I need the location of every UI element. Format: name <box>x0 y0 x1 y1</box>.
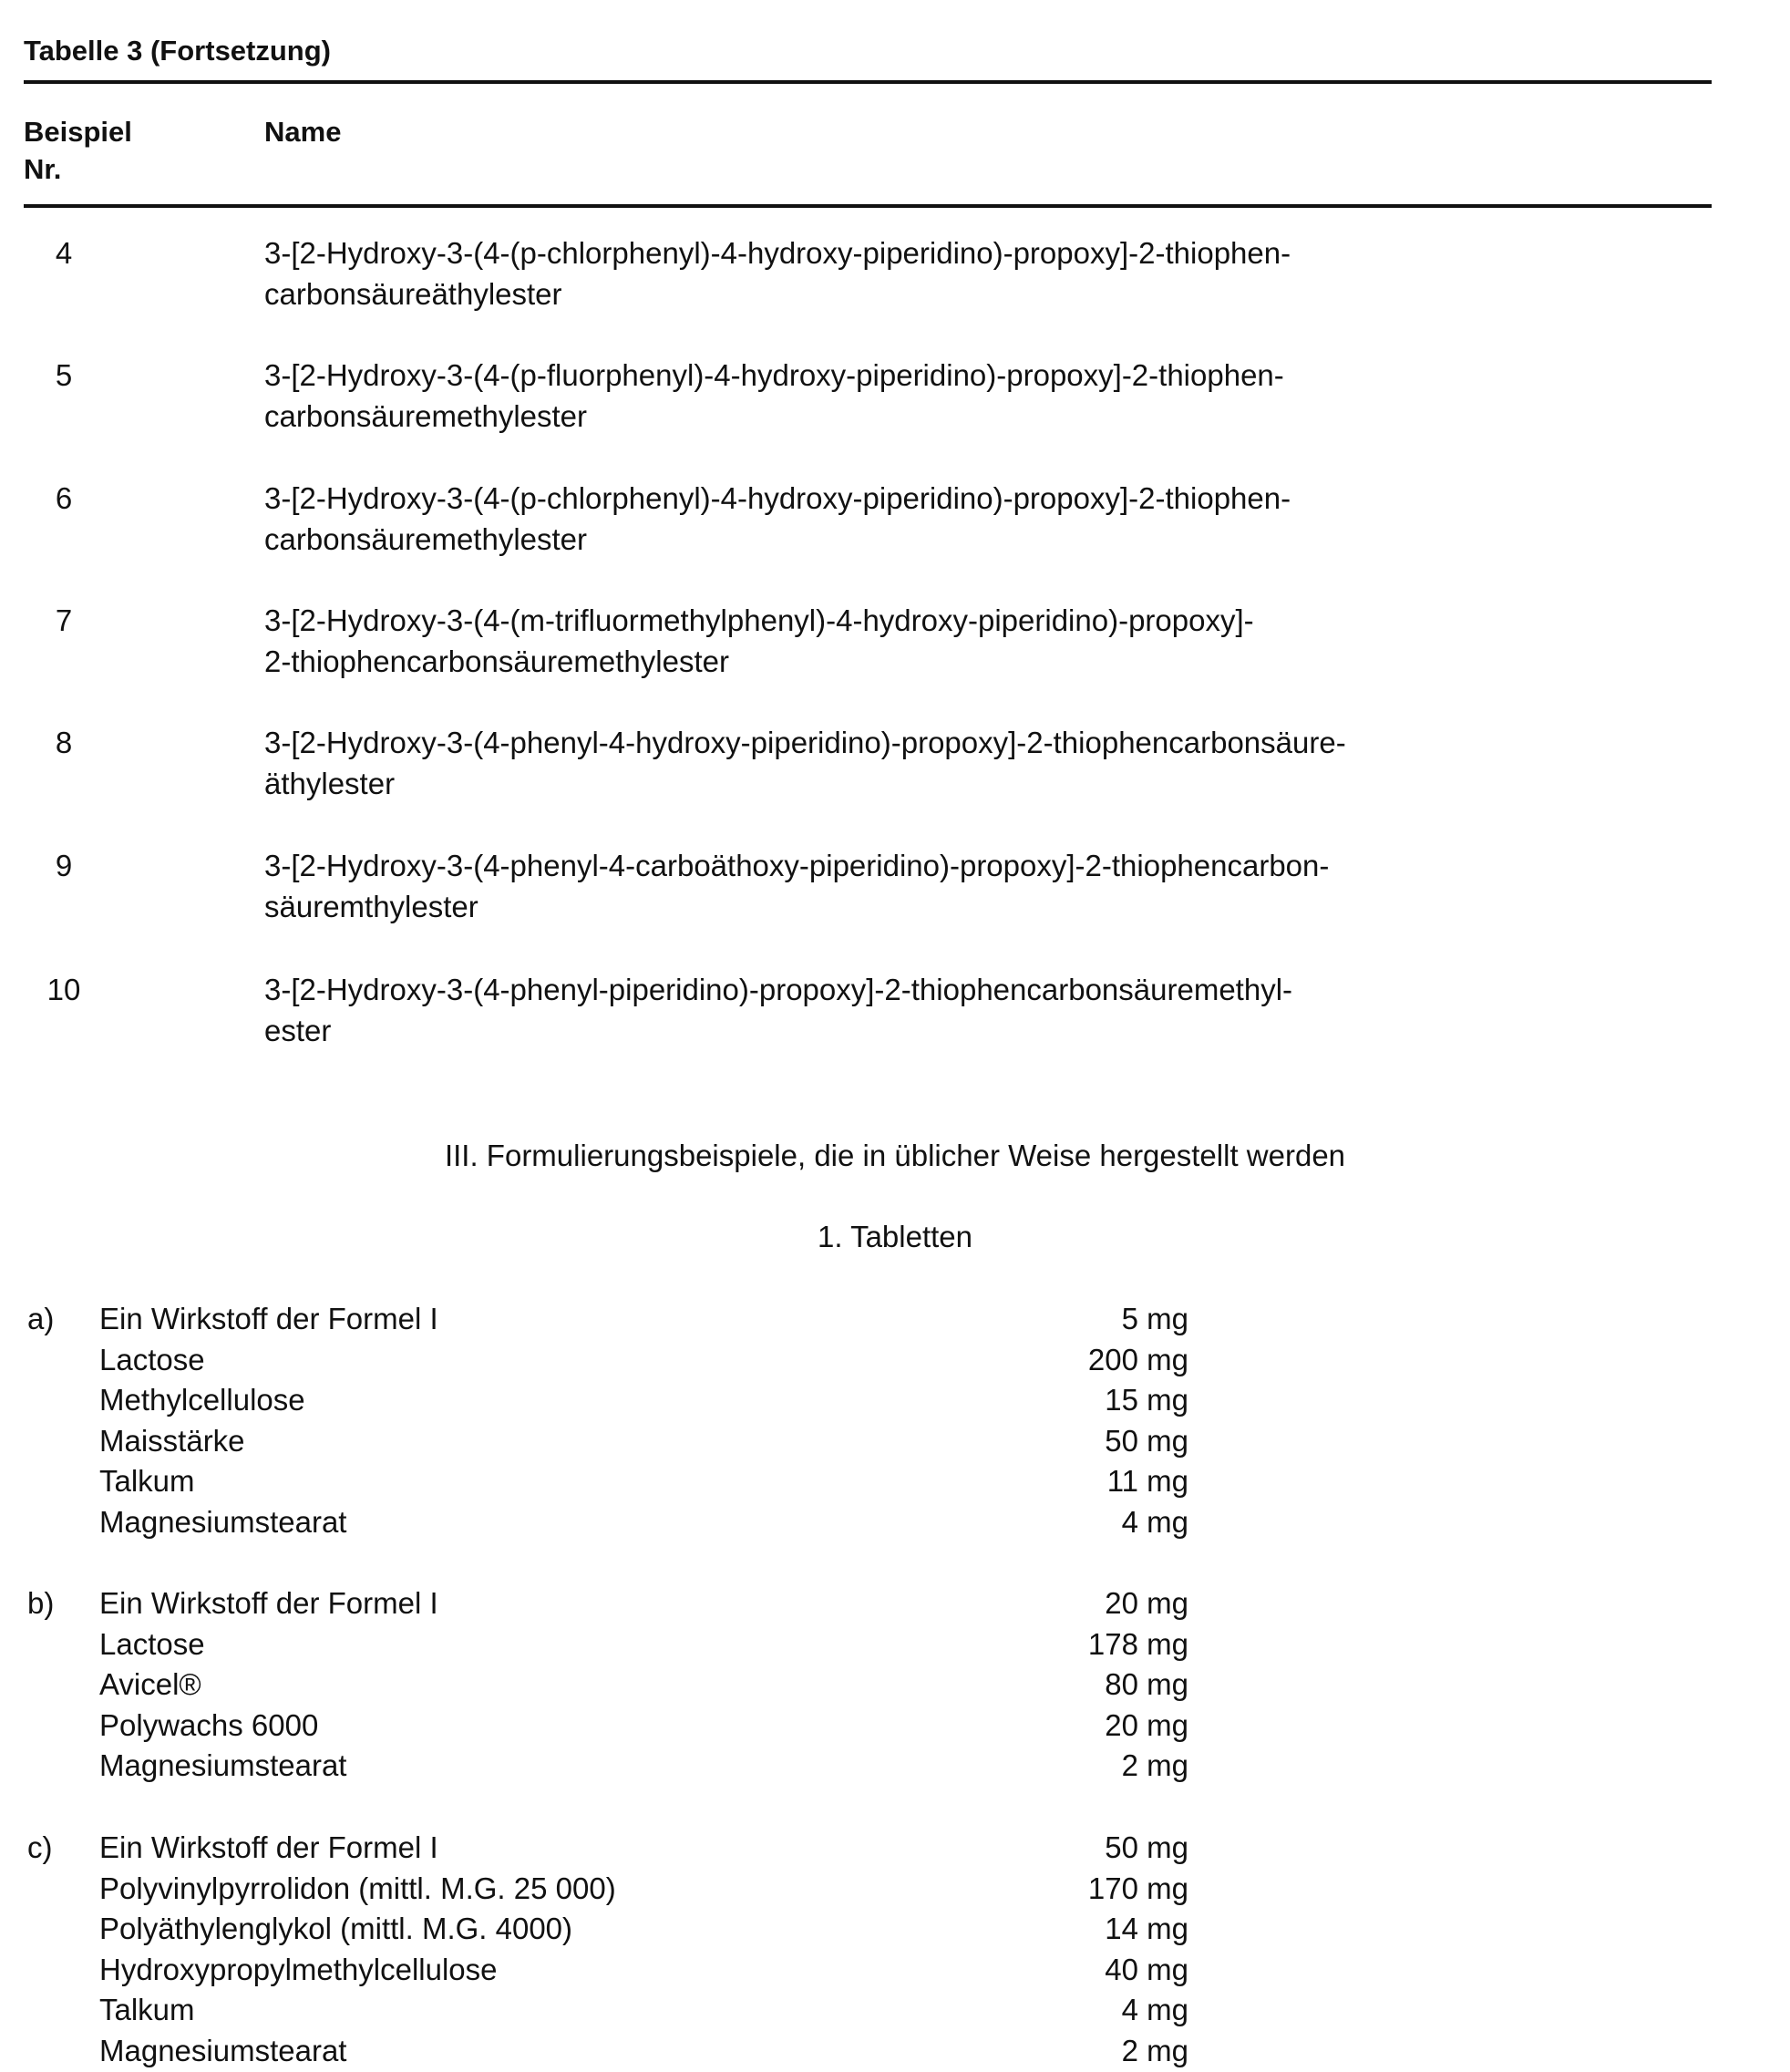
ingredient-name: Polywachs 6000 <box>99 1706 318 1747</box>
row-number: 5 <box>36 355 91 396</box>
ingredient-name: Maisstärke <box>99 1421 245 1462</box>
ingredient-amount: 11 mg <box>1107 1461 1188 1502</box>
ingredient-amount: 4 mg <box>1122 1502 1188 1543</box>
ingredient-row <box>99 1950 1188 1991</box>
ingredient-row <box>99 1421 1188 1462</box>
row-number: 8 <box>36 722 91 763</box>
ingredient-name: Lactose <box>99 1624 205 1665</box>
ingredient-name: Avicel® <box>99 1665 201 1706</box>
ingredient-amount: 15 mg <box>1105 1380 1188 1421</box>
row-number: 6 <box>36 478 91 519</box>
ingredient-name: Magnesiumstearat <box>99 2031 346 2072</box>
ingredient-row <box>99 1380 1188 1421</box>
ingredient-amount: 50 mg <box>1105 1421 1188 1462</box>
section-heading: III. Formulierungsbeispiele, die in üblicher Weise hergestellt werden <box>0 1139 1790 1173</box>
compound-name <box>264 845 1686 927</box>
ingredient-name: Talkum <box>99 1461 195 1502</box>
ingredient-amount: 40 mg <box>1105 1950 1188 1991</box>
ingredient-list <box>99 1583 1188 1787</box>
ingredient-row <box>99 1990 1188 2031</box>
ingredient-amount: 20 mg <box>1105 1706 1188 1747</box>
ingredient-amount: 20 mg <box>1105 1583 1188 1624</box>
ingredient-amount: 50 mg <box>1105 1828 1188 1869</box>
ingredient-amount: 170 mg <box>1088 1869 1188 1910</box>
ingredient-row <box>99 1299 1188 1340</box>
compound-name-line1: 3-[2-Hydroxy-3-(4-(p-fluorphenyl)-4-hydroxy-piperidino)-propoxy]-2-thiophen- <box>264 355 1686 396</box>
ingredient-name: Ein Wirkstoff der Formel I <box>99 1828 438 1869</box>
ingredient-name: Magnesiumstearat <box>99 1746 346 1787</box>
ingredient-row <box>99 1340 1188 1381</box>
header-nr: Nr. <box>24 150 132 188</box>
compound-name-line1: 3-[2-Hydroxy-3-(4-(m-trifluormethylphenyl)-4-hydroxy-piperidino)-propoxy]- <box>264 600 1686 641</box>
compound-name-line2: ester <box>264 1010 1686 1051</box>
compound-name-line2: carbonsäureäthylester <box>264 273 1686 314</box>
ingredient-row <box>99 1624 1188 1665</box>
table-header-rule <box>24 204 1712 208</box>
compound-name <box>264 722 1686 804</box>
ingredient-row <box>99 1583 1188 1624</box>
compound-name-line1: 3-[2-Hydroxy-3-(4-phenyl-4-hydroxy-piperidino)-propoxy]-2-thiophencarbonsäure- <box>264 722 1686 763</box>
ingredient-name: Polyvinylpyrrolidon (mittl. M.G. 25 000) <box>99 1869 616 1910</box>
compound-name <box>264 232 1686 314</box>
ingredient-row <box>99 1502 1188 1543</box>
ingredient-amount: 14 mg <box>1105 1909 1188 1950</box>
compound-name-line1: 3-[2-Hydroxy-3-(4-(p-chlorphenyl)-4-hydroxy-piperidino)-propoxy]-2-thiophen- <box>264 232 1686 273</box>
ingredient-row <box>99 1746 1188 1787</box>
ingredient-list <box>99 1299 1188 1542</box>
compound-name-line2: säuremthylester <box>264 886 1686 927</box>
ingredient-name: Hydroxypropylmethylcellulose <box>99 1950 498 1991</box>
table-top-rule <box>24 80 1712 84</box>
ingredient-row <box>99 1706 1188 1747</box>
formulation-label: c) <box>27 1828 53 1869</box>
ingredient-amount: 5 mg <box>1122 1299 1188 1340</box>
compound-name-line2: äthylester <box>264 763 1686 804</box>
header-name: Name <box>264 113 341 150</box>
ingredient-row <box>99 1665 1188 1706</box>
ingredient-amount: 178 mg <box>1088 1624 1188 1665</box>
compound-name-line2: 2-thiophencarbonsäuremethylester <box>264 641 1686 682</box>
ingredient-name: Magnesiumstearat <box>99 1502 346 1543</box>
ingredient-amount: 4 mg <box>1122 1990 1188 2031</box>
ingredient-name: Ein Wirkstoff der Formel I <box>99 1583 438 1624</box>
compound-name-line2: carbonsäuremethylester <box>264 396 1686 437</box>
compound-name <box>264 600 1686 682</box>
formulation-label: a) <box>27 1299 54 1340</box>
ingredient-list <box>99 1828 1188 2071</box>
formulation-label: b) <box>27 1583 54 1624</box>
table-caption: Tabelle 3 (Fortsetzung) <box>24 35 331 67</box>
header-beispiel: Beispiel <box>24 113 132 150</box>
ingredient-row <box>99 1909 1188 1950</box>
compound-name-line1: 3-[2-Hydroxy-3-(4-(p-chlorphenyl)-4-hydroxy-piperidino)-propoxy]-2-thiophen- <box>264 478 1686 519</box>
ingredient-name: Polyäthylenglykol (mittl. M.G. 4000) <box>99 1909 572 1950</box>
row-number: 4 <box>36 232 91 273</box>
ingredient-amount: 200 mg <box>1088 1340 1188 1381</box>
ingredient-row <box>99 2031 1188 2072</box>
ingredient-row <box>99 1461 1188 1502</box>
ingredient-name: Ein Wirkstoff der Formel I <box>99 1299 438 1340</box>
ingredient-amount: 80 mg <box>1105 1665 1188 1706</box>
ingredient-amount: 2 mg <box>1122 1746 1188 1787</box>
ingredient-name: Talkum <box>99 1990 195 2031</box>
row-number: 10 <box>36 969 91 1010</box>
section-subheading: 1. Tabletten <box>0 1220 1790 1254</box>
compound-name-line2: carbonsäuremethylester <box>264 519 1686 560</box>
compound-name <box>264 969 1686 1051</box>
ingredient-row <box>99 1828 1188 1869</box>
header-beispiel-nr <box>24 113 132 188</box>
row-number: 9 <box>36 845 91 886</box>
compound-name <box>264 355 1686 437</box>
ingredient-amount: 2 mg <box>1122 2031 1188 2072</box>
compound-name <box>264 478 1686 560</box>
row-number: 7 <box>36 600 91 641</box>
compound-name-line1: 3-[2-Hydroxy-3-(4-phenyl-4-carboäthoxy-piperidino)-propoxy]-2-thiophencarbon- <box>264 845 1686 886</box>
ingredient-row <box>99 1869 1188 1910</box>
compound-name-line1: 3-[2-Hydroxy-3-(4-phenyl-piperidino)-propoxy]-2-thiophencarbonsäuremethyl- <box>264 969 1686 1010</box>
ingredient-name: Lactose <box>99 1340 205 1381</box>
ingredient-name: Methylcellulose <box>99 1380 305 1421</box>
